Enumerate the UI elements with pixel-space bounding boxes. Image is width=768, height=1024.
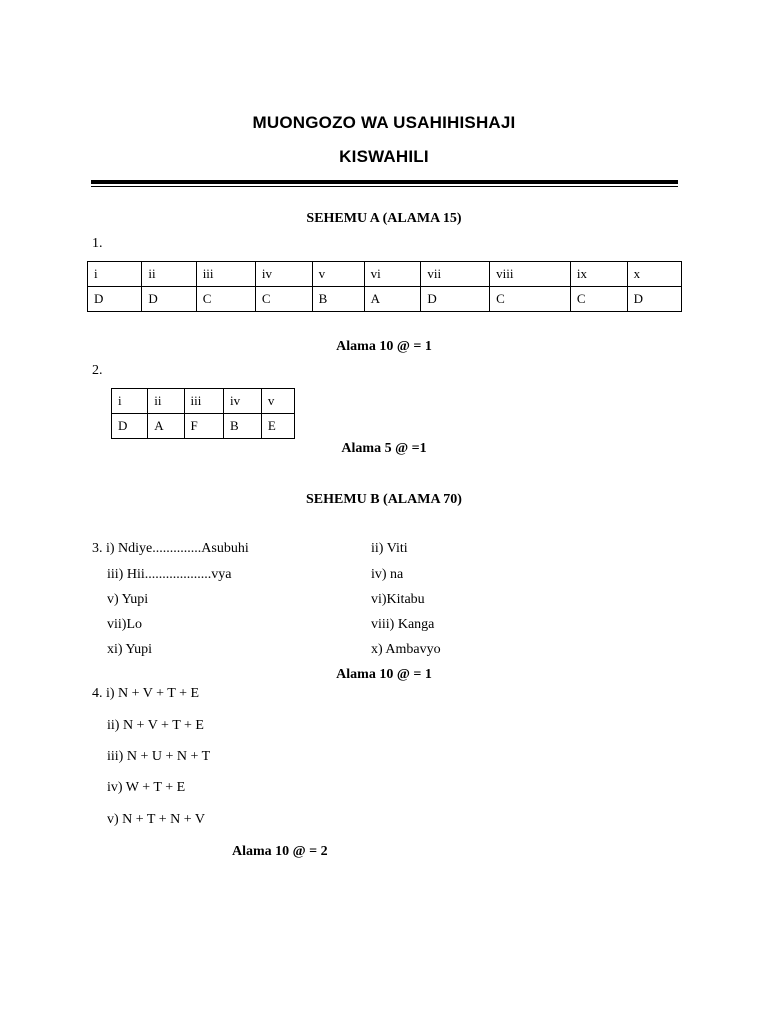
q1-answer-table — [87, 261, 682, 312]
q2-answer-row — [112, 414, 295, 439]
q2-answer-cell: B — [224, 414, 262, 439]
q2-answer-table — [111, 388, 295, 439]
q1-answer-cell: D — [142, 287, 196, 312]
q1-header-row — [88, 262, 682, 287]
q1-header-cell: viii — [490, 262, 571, 287]
q4-marks: Alama 10 @ = 2 — [232, 844, 328, 859]
q4-item: v) N + T + N + V — [107, 812, 205, 827]
q1-header-cell: ii — [142, 262, 196, 287]
q3-item: v) Yupi — [107, 592, 149, 607]
q2-header-cell: i — [112, 389, 148, 414]
q1-header-cell: i — [88, 262, 142, 287]
q2-header-cell: iii — [184, 389, 223, 414]
page-subtitle: KISWAHILI — [339, 147, 429, 166]
q2-number: 2. — [92, 363, 103, 378]
q3-item: ii) Viti — [371, 541, 408, 556]
q1-header-cell: ix — [570, 262, 627, 287]
q3-marks: Alama 10 @ = 1 — [336, 667, 432, 682]
q3-item: 3. i) Ndiye..............Asubuhi — [92, 541, 249, 556]
q1-header-cell: iv — [255, 262, 312, 287]
q1-header-cell: vi — [364, 262, 421, 287]
q2-header-cell: ii — [148, 389, 184, 414]
q1-answer-cell: C — [490, 287, 571, 312]
q3-item: vii)Lo — [107, 617, 142, 632]
q2-answer-cell: A — [148, 414, 184, 439]
q3-item: xi) Yupi — [107, 642, 152, 657]
q4-item: iii) N + U + N + T — [107, 749, 211, 764]
q4-item: ii) N + V + T + E — [107, 718, 204, 733]
q1-answer-cell: D — [627, 287, 681, 312]
q2-header-row — [112, 389, 295, 414]
q1-answer-cell: D — [421, 287, 490, 312]
q1-header-cell: x — [627, 262, 681, 287]
q4-item: 4. i) N + V + T + E — [92, 686, 200, 701]
header-rule-thin — [91, 186, 678, 187]
q1-header-cell: iii — [196, 262, 255, 287]
header-rule-thick — [91, 180, 678, 184]
page-title: MUONGOZO WA USAHIHISHAJI — [252, 113, 516, 132]
q1-answer-cell: C — [255, 287, 312, 312]
q1-marks: Alama 10 @ = 1 — [336, 339, 432, 354]
q1-header-cell: vii — [421, 262, 490, 287]
q2-header-cell: v — [261, 389, 294, 414]
q2-answer-cell: D — [112, 414, 148, 439]
q2-answer-cell: E — [261, 414, 294, 439]
q4-item: iv) W + T + E — [107, 780, 186, 795]
q3-item: iv) na — [371, 567, 404, 582]
q1-answer-cell: A — [364, 287, 421, 312]
q3-item: x) Ambavyo — [371, 642, 441, 657]
q1-number: 1. — [92, 236, 103, 251]
section-b-heading: SEHEMU B (ALAMA 70) — [306, 492, 462, 507]
q1-answer-cell: C — [196, 287, 255, 312]
q1-header-cell: v — [312, 262, 364, 287]
q3-item: vi)Kitabu — [371, 592, 425, 607]
q2-answer-cell: F — [184, 414, 223, 439]
q3-item: iii) Hii...................vya — [107, 567, 232, 582]
q1-answer-cell: B — [312, 287, 364, 312]
section-a-heading: SEHEMU A (ALAMA 15) — [306, 211, 462, 226]
q1-answer-cell: C — [570, 287, 627, 312]
q1-answer-cell: D — [88, 287, 142, 312]
q2-marks: Alama 5 @ =1 — [341, 441, 427, 456]
q1-answer-row — [88, 287, 682, 312]
q2-header-cell: iv — [224, 389, 262, 414]
q3-item: viii) Kanga — [371, 617, 435, 632]
